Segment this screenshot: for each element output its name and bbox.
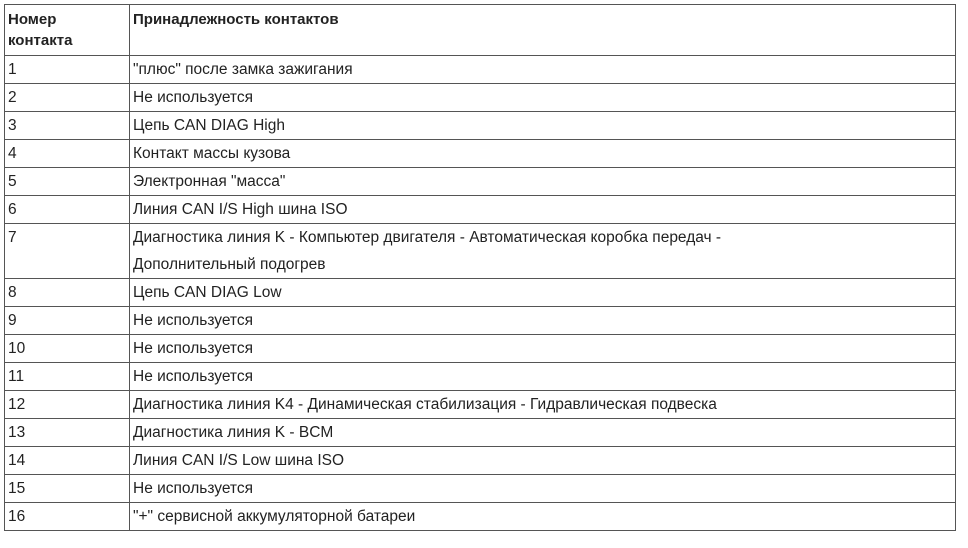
table-row [5,140,956,168]
header-pin-number-line2: контакта [8,32,73,49]
pin-assignment-text: Не используется [133,312,254,329]
pin-number-cell: 12 [5,391,130,419]
table-row [5,279,956,307]
pin-assignment-text: Не используется [133,340,254,357]
pin-assignment-cell [130,168,956,196]
header-pin-number-line1: Номер [8,11,57,28]
pin-assignment-cell [130,307,956,335]
table-row [5,363,956,391]
pin-assignment-text: Цепь CAN DIAG Low [133,284,282,301]
pin-assignment-text: Не используется [133,368,254,385]
pin-number-cell: 11 [5,363,130,391]
pin-number-cell: 7 [5,224,130,279]
pin-assignment-cell [130,363,956,391]
pin-assignment-text: Диагностика линия K - BCM [133,424,334,441]
pin-assignment-cell [130,112,956,140]
pin-assignment-text: Не используется [133,480,254,497]
pinout-table [4,4,956,531]
pin-number-cell: 14 [5,447,130,475]
pin-assignment-cell [130,475,956,503]
pin-number-cell: 16 [5,503,130,531]
pin-assignment-text: "плюс" после замка зажигания [133,61,353,78]
table-row [5,447,956,475]
pin-assignment-cell [130,84,956,112]
table-header-row [5,5,956,56]
pin-assignment-cell [130,335,956,363]
pin-assignment-text: Диагностика линия K - Компьютер двигателя - Автоматическая коробка передач - [133,229,722,246]
pin-assignment-text: Не используется [133,89,254,106]
table-row [5,84,956,112]
table-row [5,307,956,335]
pin-assignment-cell [130,419,956,447]
table-row [5,475,956,503]
pin-number-cell: 1 [5,56,130,84]
pin-assignment-cell [130,224,956,279]
pin-assignment-cell [130,447,956,475]
header-pin-number [5,5,130,56]
table-row [5,391,956,419]
pin-number-cell: 5 [5,168,130,196]
pin-assignment-text: Диагностика линия K4 - Динамическая стабилизация - Гидравлическая подвеска [133,396,717,413]
pin-assignment-text: Дополнительный подогрев [133,256,326,273]
pin-number-cell: 8 [5,279,130,307]
table-row [5,168,956,196]
pin-assignment-text: Цепь CAN DIAG High [133,117,285,134]
pin-assignment-cell [130,196,956,224]
pin-assignment-cell [130,391,956,419]
pin-assignment-cell [130,279,956,307]
table-row [5,224,956,279]
pin-number-cell: 2 [5,84,130,112]
table-row [5,335,956,363]
pin-number-cell: 6 [5,196,130,224]
table-row [5,503,956,531]
pin-assignment-text: Линия CAN I/S Low шина ISO [133,452,345,469]
pin-assignment-text: Электронная "масса" [133,173,286,190]
pin-assignment-cell [130,140,956,168]
pin-assignment-text: "+" сервисной аккумуляторной батареи [133,508,416,525]
pin-number-cell: 10 [5,335,130,363]
pin-assignment-text: Контакт массы кузова [133,145,291,162]
table-row [5,419,956,447]
pin-number-cell: 9 [5,307,130,335]
pin-number-cell: 4 [5,140,130,168]
header-pin-assignment: Принадлежность контактов [130,5,956,56]
table-row [5,112,956,140]
table-row [5,56,956,84]
table-row [5,196,956,224]
pin-assignment-cell [130,56,956,84]
pin-assignment-text: Линия CAN I/S High шина ISO [133,201,348,218]
pin-number-cell: 13 [5,419,130,447]
pin-number-cell: 15 [5,475,130,503]
pin-assignment-cell [130,503,956,531]
pin-number-cell: 3 [5,112,130,140]
